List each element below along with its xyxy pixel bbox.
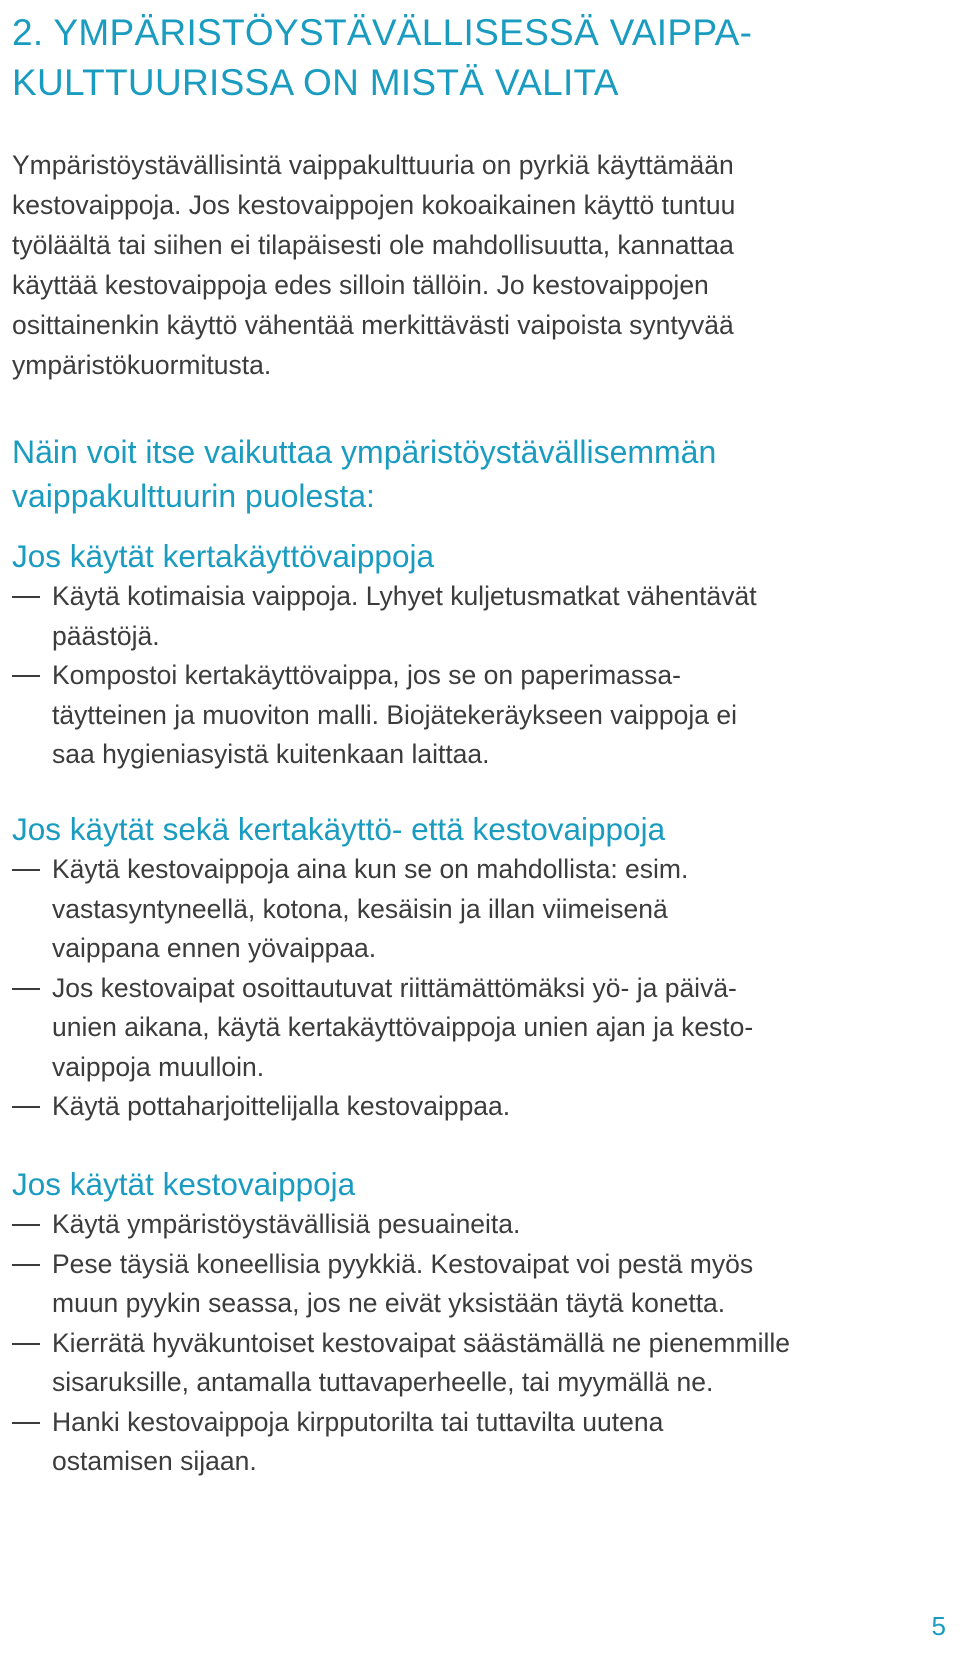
list-item-line: Käytä kotimaisia vaippoja. Lyhyet kuljetusmatkat vähentävät <box>52 581 757 611</box>
lead-heading-line: Näin voit itse vaikuttaa ympäristöystävällisemmän <box>12 434 717 470</box>
list-item-line: vaippana ennen yövaippaa. <box>52 933 377 963</box>
list-item <box>12 656 942 775</box>
dash-bullet-icon <box>12 596 40 598</box>
list-item-line: vaippoja muulloin. <box>52 1051 265 1082</box>
list-item <box>12 1245 942 1324</box>
dash-bullet-icon <box>12 1343 40 1345</box>
intro-line: Ympäristöystävällisintä vaippakulttuuria on pyrkiä käyttämään <box>12 150 734 180</box>
dash-bullet-icon <box>12 1224 40 1226</box>
intro-line: osittainenkin käyttö vähentää merkittävästi vaipoista syntyvää <box>12 310 734 340</box>
list-item-line: Käytä kestovaippoja aina kun se on mahdollista: esim. <box>52 854 689 884</box>
list-item-line: Hanki kestovaippoja kirpputorilta tai tuttavilta uutena <box>52 1406 664 1437</box>
list-item <box>12 1087 942 1127</box>
bullet-list <box>12 1205 942 1482</box>
dash-bullet-icon <box>12 1422 40 1424</box>
list-item-line: Kierrätä hyväkuntoiset kestovaipat säästämällä ne pienemmille <box>52 1327 790 1358</box>
dash-bullet-icon <box>12 869 40 871</box>
list-item-line: sisaruksille, antamalla tuttavaperheelle, tai myymällä ne. <box>52 1367 714 1397</box>
list-item <box>12 969 942 1088</box>
dash-bullet-icon <box>12 675 40 677</box>
list-item <box>12 577 942 656</box>
list-item-line: ostamisen sijaan. <box>52 1446 257 1476</box>
section-cloth-diapers <box>12 1163 942 1482</box>
lead-heading <box>12 430 716 518</box>
intro-paragraph <box>12 145 912 385</box>
list-item-line: Käytä pottaharjoittelijalla kestovaippaa. <box>52 1091 511 1121</box>
bullet-list <box>12 850 942 1127</box>
chapter-title-line: KULTTUURISSA ON MISTÄ VALITA <box>12 62 619 103</box>
list-item-line: muun pyykin seassa, jos ne eivät yksistään täytä konetta. <box>52 1288 726 1318</box>
section-heading: Jos käytät sekä kertakäyttö- että kestovaippoja <box>12 811 666 847</box>
lead-heading-line: vaippakulttuurin puolesta: <box>12 478 375 514</box>
list-item-line: Pese täysiä koneellisia pyykkiä. Kestovaipat voi pestä myös <box>52 1248 754 1279</box>
intro-line: käyttää kestovaippoja edes silloin tällöin. Jo kestovaippojen <box>12 270 709 300</box>
list-item-line: vastasyntyneellä, kotona, kesäisin ja illan viimeisenä <box>52 893 668 924</box>
list-item <box>12 1324 942 1403</box>
section-disposable-diapers <box>12 535 942 775</box>
intro-line: kestovaippoja. Jos kestovaippojen kokoaikainen käyttö tuntuu <box>12 190 736 220</box>
bullet-list <box>12 577 942 775</box>
list-item-line: Kompostoi kertakäyttövaippa, jos se on paperimassa- <box>52 660 681 690</box>
list-item-line: täytteinen ja muoviton malli. Biojätekeräykseen vaippoja ei <box>52 699 737 730</box>
list-item <box>12 1403 942 1482</box>
list-item-line: Käytä ympäristöystävällisiä pesuaineita. <box>52 1209 521 1239</box>
dash-bullet-icon <box>12 988 40 990</box>
intro-line: työläältä tai siihen ei tilapäisesti ole mahdollisuutta, kannattaa <box>12 230 734 260</box>
list-item <box>12 850 942 969</box>
section-both-diaper-types <box>12 808 942 1127</box>
section-heading: Jos käytät kertakäyttövaippoja <box>12 538 434 574</box>
intro-line: ympäristökuormitusta. <box>12 350 272 380</box>
list-item <box>12 1205 942 1245</box>
section-heading: Jos käytät kestovaippoja <box>12 1166 356 1202</box>
list-item-line: Jos kestovaipat osoittautuvat riittämättömäksi yö- ja päivä- <box>52 972 737 1003</box>
list-item-line: päästöjä. <box>52 620 160 651</box>
dash-bullet-icon <box>12 1264 40 1266</box>
list-item-line: saa hygieniasyistä kuitenkaan laittaa. <box>52 739 490 769</box>
page-number: 5 <box>931 1611 946 1641</box>
dash-bullet-icon <box>12 1106 40 1108</box>
chapter-title <box>12 8 752 108</box>
list-item-line: unien aikana, käytä kertakäyttövaippoja unien ajan ja kesto- <box>52 1012 754 1042</box>
chapter-title-line: 2. YMPÄRISTÖYSTÄVÄLLISESSÄ VAIPPA- <box>12 12 753 53</box>
